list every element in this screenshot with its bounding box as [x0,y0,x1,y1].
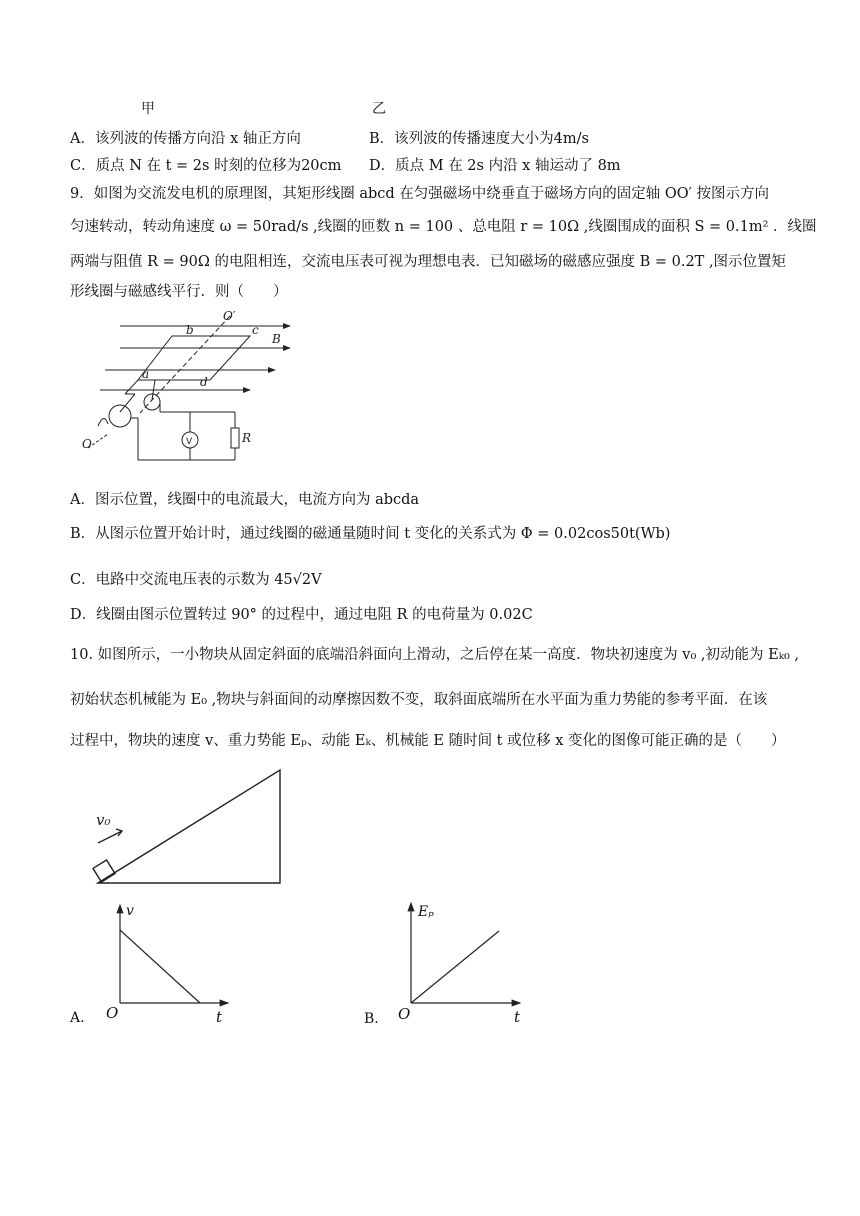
q8-option-c: C．质点 N 在 t = 2s 时刻的位移为20cm [70,158,342,174]
graph-b [364,898,534,1030]
label-o-prime: O′ [223,309,236,323]
generator-diagram [80,308,310,468]
q9-option-b: B．从图示位置开始计时，通过线圈的磁通量随时间 t 变化的关系式为 Φ = 0.02cos50t(Wb) [70,526,671,542]
graph-a-origin: O [106,1004,119,1022]
q8-option-b: B．该列波的传播速度大小为4m/s [369,131,589,147]
graph-a-x-label: t [216,1008,223,1026]
q10-stem-line-3: 过程中，物块的速度 v、重力势能 Eₚ、动能 Eₖ、机械能 E 随时间 t 或位移 x 变化的图像可能正确的是（ ） [70,733,786,749]
label-d: d [200,375,208,389]
graph-b-y-label: Eₚ [418,904,434,920]
q10-stem-line-1: 10. 如图所示，一小物块从固定斜面的底端沿斜面向上滑动，之后停在某一高度．物块初速度为 v₀ ,初动能为 Eₖ₀ , [70,647,800,663]
q9-stem-line-3: 两端与阻值 R = 90Ω 的电阻相连，交流电压表可视为理想电表．已知磁场的磁感应强度 B = 0.2T ,图示位置矩 [70,254,787,270]
q8-option-a: A．该列波的传播方向沿 x 轴正方向 [70,131,301,147]
figure-caption-right: 乙 [372,101,386,117]
q9-stem-line-2: 匀速转动，转动角速度 ω = 50rad/s ,线圈的匝数 n = 100 、总电阻 r = 10Ω ,线圈围成的面积 S = 0.1m² ．线圈 [70,219,817,235]
q9-option-d: D．线圈由图示位置转过 90° 的过程中，通过电阻 R 的电荷量为 0.02C [70,607,533,623]
graph-a-option: A. [70,1010,85,1026]
q9-stem-line-1: 9．如图为交流发电机的原理图，其矩形线圈 abcd 在匀强磁场中绕垂直于磁场方向的固定轴 OO′ 按图示方向 [70,186,770,202]
label-field-b: B [272,332,281,346]
label-r: R [242,431,252,445]
label-a: a [142,367,150,381]
q9-option-c: C．电路中交流电压表的示数为 45√2V [70,572,322,588]
label-o: O [82,437,92,451]
figure-caption-left: 甲 [141,101,155,117]
q8-option-d: D．质点 M 在 2s 内沿 x 轴运动了 8m [369,158,621,174]
voltmeter-label: V [186,437,193,447]
graph-a [70,900,240,1030]
q10-stem-line-2: 初始状态机械能为 E₀ ,物块与斜面间的动摩擦因数不变，取斜面底端所在水平面为重力势能的参考平面．在该 [70,692,768,708]
v0-label: v₀ [96,811,111,829]
graph-b-origin: O [398,1005,411,1023]
incline-diagram [90,765,290,890]
graph-b-x-label: t [514,1008,521,1026]
graph-b-option: B. [364,1011,379,1027]
graph-a-y-label: v [126,903,134,919]
label-b: b [186,323,194,337]
q9-option-a: A．图示位置，线圈中的电流最大，电流方向为 abcda [70,492,420,508]
q9-stem-line-4: 形线圈与磁感线平行．则（ ） [70,284,288,300]
label-c: c [252,323,259,337]
